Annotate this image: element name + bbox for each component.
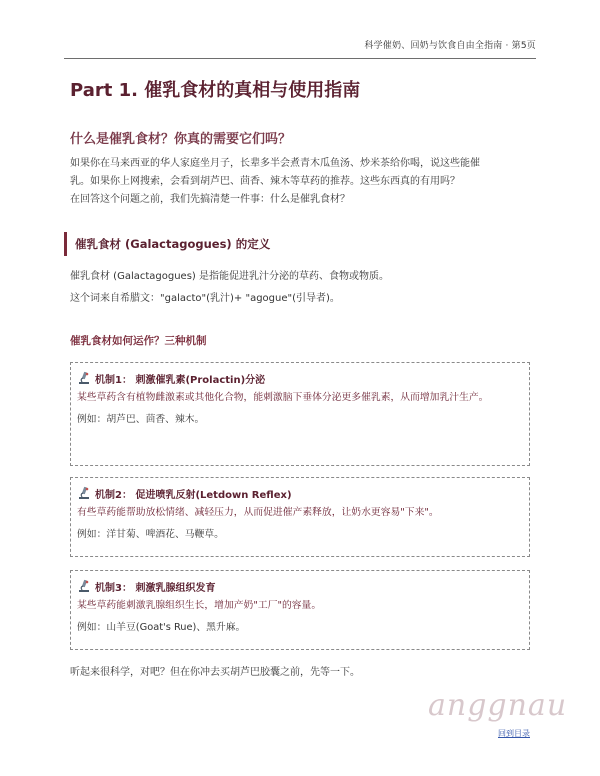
mechanism-title bbox=[77, 577, 521, 595]
microscope-icon bbox=[77, 371, 91, 385]
mechanism-description: 有些草药能帮助放松情绪、减轻压力，从而促进催产素释放，让奶水更容易"下来"。 bbox=[77, 507, 439, 518]
mechanism-description: 某些草药含有植物雌激素或其他化合物，能刺激脑下垂体分泌更多催乳素，从而增加乳汁生产。 bbox=[77, 392, 489, 403]
intro-line: 乳。如果你上网搜索，会看到胡芦巴、茴香、辣木等草药的推荐。这些东西真的有用吗？ bbox=[70, 176, 460, 187]
microscope-icon bbox=[77, 579, 91, 593]
part-title: Part 1. 催乳食材的真相与使用指南 bbox=[70, 80, 361, 101]
definition-body bbox=[70, 266, 530, 310]
mechanism-box-2 bbox=[70, 477, 530, 557]
definition-heading: 催乳食材 (Galactagogues) 的定义 bbox=[64, 232, 530, 256]
mechanism-title bbox=[77, 484, 521, 502]
mechanisms-heading: 催乳食材如何运作？三种机制 bbox=[70, 335, 207, 347]
mechanism-title-text: 机制1： 刺激催乳素(Prolactin)分泌 bbox=[95, 374, 266, 386]
back-to-toc-link[interactable]: 回到目录 bbox=[498, 729, 530, 738]
definition-line: 这个词来自希腊文："galacto"(乳汁)+ "agogue"(引导者)。 bbox=[70, 293, 340, 304]
mechanism-description: 某些草药能刺激乳腺组织生长，增加产奶"工厂"的容量。 bbox=[77, 600, 322, 611]
signature-watermark: anggnau bbox=[428, 688, 568, 723]
intro-paragraph bbox=[70, 155, 530, 209]
mechanism-box-3 bbox=[70, 570, 530, 650]
running-head: 科学催奶、回奶与饮食自由全指南 · 第5页 bbox=[364, 41, 536, 51]
mechanism-title bbox=[77, 369, 521, 387]
intro-line: 如果你在马来西亚的华人家庭坐月子，长辈多半会煮青木瓜鱼汤、炒米茶给你喝，说这些能催 bbox=[70, 158, 480, 169]
header-divider bbox=[64, 58, 536, 59]
microscope-icon bbox=[77, 486, 91, 500]
definition-line: 催乳食材 (Galactagogues) 是指能促进乳汁分泌的草药、食物或物质。 bbox=[70, 271, 390, 282]
mechanism-box-1 bbox=[70, 362, 530, 466]
mechanism-example: 例如：胡芦巴、茴香、辣木。 bbox=[77, 414, 205, 425]
intro-line: 在回答这个问题之前，我们先搞清楚一件事：什么是催乳食材？ bbox=[70, 194, 350, 205]
mechanism-example: 例如：洋甘菊、啤酒花、马鞭草。 bbox=[77, 529, 224, 540]
section-title: 什么是催乳食材？你真的需要它们吗？ bbox=[70, 132, 292, 147]
mechanism-title-text: 机制2： 促进喷乳反射(Letdown Reflex) bbox=[95, 489, 292, 501]
closing-line: 听起来很科学，对吧？但在你冲去买胡芦巴胶囊之前，先等一下。 bbox=[70, 667, 360, 678]
mechanism-title-text: 机制3： 刺激乳腺组织发育 bbox=[95, 582, 216, 594]
mechanism-example: 例如：山羊豆(Goat's Rue)、黑升麻。 bbox=[77, 622, 246, 633]
